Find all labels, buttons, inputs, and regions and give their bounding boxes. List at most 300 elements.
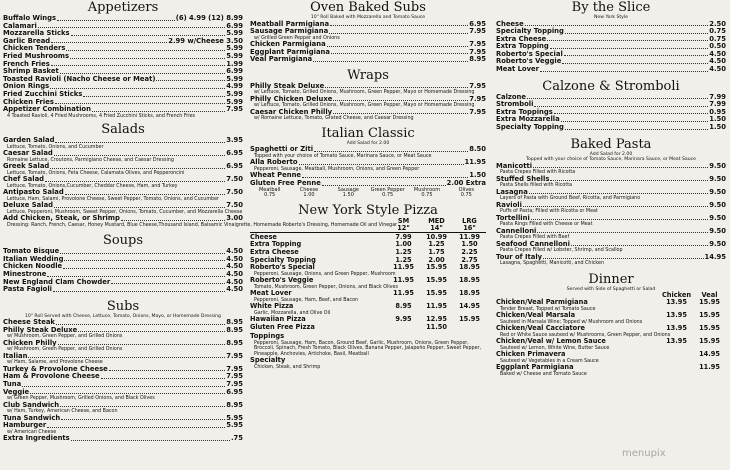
size-sm: SM <box>397 216 410 225</box>
dot-leader <box>550 43 708 49</box>
menu-item-price: 5.95 <box>226 421 243 430</box>
menu-item-description: Sauteed w/ Lemon, White Wine, Butter Sauce <box>500 345 610 351</box>
dot-leader <box>61 415 225 421</box>
menu-item-description: Lettuce, Tomato, Onions,Cucumber, Cheddar Cheese, Ham, and Turkey <box>7 183 178 189</box>
dot-leader <box>63 263 225 269</box>
menu-item-description: Pasta Crepes Filled with Ricotta <box>500 170 576 176</box>
pizza-name: Roberto's Veggie <box>250 276 314 285</box>
dot-leader <box>66 45 225 51</box>
menu-item-price: 5.99 <box>226 44 243 53</box>
dot-leader <box>64 256 225 262</box>
dot-leader <box>83 91 225 97</box>
menu-item <box>3 422 243 430</box>
menu-item <box>3 373 243 381</box>
option-mushroom: Mushroom 0.75 <box>413 186 441 199</box>
slice-note: New York Style <box>593 15 629 20</box>
menu-item-name: Philly Steak Deluxe <box>250 81 325 90</box>
menu-item-price: 9.50 <box>709 239 726 248</box>
price-veal: 15.95 <box>699 337 720 346</box>
price-chicken: 13.95 <box>666 337 687 346</box>
menu-item-description: Baked w/ Cheese and Tomato Sauce <box>500 371 587 377</box>
inch-lrg: 16" <box>463 223 476 232</box>
menu-item-price: 4.50 <box>709 49 726 58</box>
price-sm: 11.95 <box>393 276 414 285</box>
dot-leader <box>57 15 175 21</box>
dinner-col-veal: Veal <box>701 291 718 300</box>
menu-item-name: Minestrone <box>3 269 47 278</box>
menu-item-name: Philly Chicken Deluxe <box>250 94 333 103</box>
price-sm: 1.25 <box>395 255 412 264</box>
menu-item-price: 2.50 <box>709 19 726 28</box>
dinner-name: Chicken/Veal Cacciatore <box>496 324 585 333</box>
menu-item <box>3 189 243 197</box>
menu-item-name: Cannelloni <box>496 226 537 235</box>
oven-subs-note: 10" Roll Baked with Mozzarella and Tomato Sauce <box>310 15 426 20</box>
dot-leader <box>314 146 468 152</box>
dot-leader <box>527 94 708 100</box>
menu-item-price: 3.00 <box>226 214 243 223</box>
dot-leader <box>523 202 708 208</box>
menu-item-name: Alla Roberto <box>250 158 298 167</box>
pizza-name: Extra Cheese <box>250 247 299 256</box>
menu-item-price: 0.50 <box>709 42 726 51</box>
menu-item-price: 7.95 <box>469 107 486 116</box>
size-lrg: LRG <box>462 216 477 225</box>
menu-item-price: 4.50 <box>709 57 726 66</box>
menu-item-price: 1.50 <box>469 171 486 180</box>
dot-leader <box>45 176 225 182</box>
menu-item-price: 7.95 <box>226 105 243 114</box>
price-med: 11.95 <box>426 302 447 311</box>
menu-item-name: Garden Salad <box>3 136 55 145</box>
menu-item-name: Chicken Tenders <box>3 44 66 53</box>
price-sm: 8.95 <box>395 302 412 311</box>
menu-item <box>250 180 486 188</box>
dot-leader <box>54 150 225 156</box>
menu-item <box>3 435 243 443</box>
menu-item-name: Greek Salad <box>3 162 50 171</box>
pizza-inch-header <box>250 225 486 233</box>
dot-leader <box>329 28 468 34</box>
menu-item-name: Caesar Chicken Philly <box>250 107 333 116</box>
pizza-name: Specialty Topping <box>250 255 316 264</box>
menu-item-description: w/ Ham, Turkey, American Cheese, and Bacon <box>7 409 118 415</box>
menu-item-description: w/ Mushroom, Green Pepper, and Grilled Onions <box>7 334 123 340</box>
menu-item-name: Extra Ingredients <box>3 434 70 443</box>
column-right <box>496 0 726 377</box>
pizza-name: White Pizza <box>250 302 294 311</box>
pizza-name: Meat Lover <box>250 289 292 298</box>
menu-item-price: 1.50 <box>709 123 726 132</box>
option-meatball: Meatball 0.75 <box>258 186 281 199</box>
price-chicken: 13.95 <box>666 298 687 307</box>
menu-item-price: 8.95 <box>226 338 243 347</box>
menu-item-price: 5.99 <box>226 89 243 98</box>
menu-item-name: Cheese Steak <box>3 318 55 327</box>
menu-item-name: Specialty Topping <box>496 27 564 36</box>
menu-item-name: Buffalo Wings <box>3 14 57 22</box>
price-med: 1.25 <box>428 240 445 249</box>
menu-item-price: 5.95 <box>226 413 243 422</box>
dot-leader <box>302 172 468 178</box>
menu-item-name: Gluten Free Penne <box>250 178 321 187</box>
dot-leader <box>55 137 225 143</box>
dinner-row <box>496 351 726 359</box>
price-med: 15.95 <box>426 276 447 285</box>
menu-item-name: Tortellini <box>496 213 530 222</box>
price-veal: 15.95 <box>699 324 720 333</box>
dot-leader <box>554 109 708 115</box>
menu-item-name: Philly Steak Deluxe <box>3 325 78 334</box>
dot-leader <box>330 21 468 27</box>
menu-item-description: w/ Lettuce, Tomato, Grilled Onions, Mushroom, Green Pepper, Mayo or Homemade Dressing <box>254 103 475 109</box>
specialty-list: Chicken, Steak, and Shrimp <box>254 364 321 370</box>
menu-item-name: Garlic Bread <box>3 36 51 45</box>
menu-item-name: Eggplant Parmigiana <box>250 47 330 56</box>
menu-item-description: w/ Lettuce, Tomato, Grilled Onions, Mushroom, Green Pepper, Mayo or Homemade Dressing <box>254 90 475 96</box>
menu-item-price: 7.95 <box>226 379 243 388</box>
menu-item-name: Seafood Cannelloni <box>496 239 570 248</box>
price-sm: 11.95 <box>393 289 414 298</box>
menu-item-price: 7.95 <box>469 94 486 103</box>
menu-item-price: 6.95 <box>226 149 243 158</box>
menu-item-name: Tour of Italy <box>496 252 543 261</box>
option-sausage: Sausage 1.50 <box>337 186 359 199</box>
price-med: 12.95 <box>426 315 447 324</box>
menu-item-price: 8.95 <box>469 55 486 64</box>
menu-item-name: Tomato Bisque <box>3 247 60 256</box>
menu-item-price: 5.99 <box>226 29 243 38</box>
menu-item-name: Lasagna <box>496 187 528 196</box>
menu-item-description: Pepperoni, Sausage, Ham, Beef, and Bacon <box>254 297 359 303</box>
pizza-row <box>250 324 486 332</box>
option-cheese: Cheese 1.00 <box>299 186 319 199</box>
menu-item-price: 7.50 <box>226 188 243 197</box>
menu-item-name: Calzone <box>496 92 526 101</box>
menu-item-name: Wheat Penne <box>250 171 302 180</box>
appetizers-list <box>3 15 243 119</box>
menu-item-price: 4.50 <box>226 254 243 263</box>
oven-subs-list <box>250 21 486 64</box>
menu-item-name: Chicken Philly <box>3 338 57 347</box>
menu-item-price: 4.99 <box>226 82 243 91</box>
dot-leader <box>525 21 709 27</box>
pizza-row <box>250 303 486 311</box>
price-med: 10.99 <box>426 232 447 241</box>
price-lrg: 2.75 <box>461 255 478 264</box>
menu-item-price: 7.50 <box>226 175 243 184</box>
menu-item-price: 8.95 <box>226 325 243 334</box>
pizza-heading: New York Style Pizza <box>298 202 438 218</box>
soups-list <box>3 248 243 294</box>
menu-item-price: .75 <box>230 434 243 443</box>
menu-item-price: 4.50 <box>226 247 243 256</box>
menu-item-price: 4.50 <box>709 65 726 74</box>
menu-item-description: Pepperoni, Sausage, Meatball, Mushroom, Onions, and Green Pepper <box>254 166 420 172</box>
price-sm: 1.00 <box>395 240 412 249</box>
menu-item-name: Stromboli <box>496 100 534 109</box>
menu-item-price: 7.95 <box>226 351 243 360</box>
price-lrg: 2.25 <box>461 247 478 256</box>
menu-item-price: 7.95 <box>469 81 486 90</box>
menu-item-name: Pasta Fagioli <box>3 285 52 294</box>
menu-item-description: Red or White Sauce sauteed w/ Mushrooms, Green Pepper, and Onions <box>500 332 671 338</box>
dinner-note: Served with Side of Spaghetti or Salad <box>566 286 656 292</box>
menu-item <box>496 124 726 132</box>
menu-item-description: Puffs of Pasta; Filled with Ricotta or Meat <box>500 209 598 215</box>
price-sm: 1.25 <box>395 247 412 256</box>
dot-leader <box>60 402 225 408</box>
menu-item-price: 7.95 <box>469 27 486 36</box>
dot-leader <box>564 51 708 57</box>
dot-leader <box>327 41 469 47</box>
size-med: MED <box>428 216 445 225</box>
pizza-row <box>250 277 486 285</box>
menu-item <box>250 159 486 167</box>
pizza-size-header <box>250 218 486 225</box>
pizza-name: Hawaiian Pizza <box>250 315 306 324</box>
menu-item-price: 2.99 w/Cheese 3.50 <box>168 36 243 45</box>
price-med: 15.95 <box>426 289 447 298</box>
dot-leader <box>51 38 167 44</box>
dot-leader <box>28 353 225 359</box>
menu-item-name: Spaghetti or Ziti <box>250 145 314 154</box>
menu-item-name: Meatball Parmigiana <box>250 19 330 28</box>
menu-item <box>3 202 243 210</box>
menu-item <box>3 176 243 184</box>
inch-med: 14" <box>430 223 443 232</box>
menu-item-name: Hamburger <box>3 421 47 430</box>
price-lrg: 15.95 <box>459 315 480 324</box>
menu-item-name: Chicken Fries <box>3 97 54 106</box>
pizza-name: Extra Topping <box>250 240 302 249</box>
menu-item-price: 4.50 <box>226 285 243 294</box>
menu-item-price: 5.99 <box>226 51 243 60</box>
dot-leader <box>101 373 226 379</box>
menu-item-name: Antipasto Salad <box>3 188 64 197</box>
price-sm: 9.95 <box>395 315 412 324</box>
menu-item-name: Toasted Ravioli (Nacho Cheese or Meat) <box>3 74 156 83</box>
italian-options <box>250 188 486 199</box>
menu-item-price: 5.99 <box>226 74 243 83</box>
subs-note: 10" Roll Served with Cheese, Lettuce, Tomato, Onions, Mayo, or Homemade Dressing <box>25 313 221 319</box>
menu-item-price: 0.75 <box>709 34 726 43</box>
dot-leader <box>331 49 468 55</box>
dot-leader <box>534 101 708 107</box>
menu-item-name: Tuna <box>3 379 22 388</box>
menu-item-description: Topped with your choice of Tomato Sauce, Marinara Sauce, or Meat Sauce <box>254 153 432 159</box>
option-olives: Olives 0.75 <box>458 186 474 199</box>
dinner-name: Chicken/Veal Parmigiana <box>496 298 588 307</box>
dot-leader <box>565 28 708 34</box>
dot-leader <box>60 248 225 254</box>
dinner-heading: Dinner <box>588 271 634 287</box>
dinner-name: Chicken/Veal w/ Lemon Sauce <box>496 337 606 346</box>
dot-leader <box>71 30 226 36</box>
dot-leader <box>156 76 225 82</box>
menu-item-name: French Fries <box>3 59 50 68</box>
menu-item-price: 9.50 <box>709 161 726 170</box>
menu-item-price: 4.50 <box>226 269 243 278</box>
menu-item-price: 7.95 <box>469 40 486 49</box>
menu-item-name: Onion Rings <box>3 82 50 91</box>
dinner-row <box>496 312 726 320</box>
menu-item-name: Tuna Sandwich <box>3 413 61 422</box>
dot-leader <box>531 215 708 221</box>
menu-item-price: 6.95 <box>226 387 243 396</box>
italian-classic-note: Add Salad for 2.00 <box>346 140 390 146</box>
dot-leader <box>543 254 703 260</box>
menu-item <box>3 163 243 171</box>
oven-subs-heading: Oven Baked Subs <box>310 0 426 15</box>
dinner-name: Eggplant Parmigiana <box>496 363 574 372</box>
menu-item-description: Layers of Pasta with Ground Beef, Ricotta, and Parmigiano <box>500 196 641 202</box>
menu-item-name: Ravioli <box>496 200 522 209</box>
menu-item-name: Fried Zucchini Sticks <box>3 89 83 98</box>
menu-item-name: Extra Topping <box>496 42 549 51</box>
menu-item-description: 4 Toasted Ravioli, 4 Fried Mushrooms, 4 Fried Zucchini Sticks, and French Fries <box>7 113 196 119</box>
menu-item-price: 8.50 <box>469 145 486 154</box>
price-sm: 11.95 <box>393 263 414 272</box>
pizza-row <box>250 264 486 272</box>
price-chicken: 13.95 <box>666 324 687 333</box>
menu-item-name: Extra Toppings <box>496 107 553 116</box>
menu-item-price: 0.75 <box>709 27 726 36</box>
dot-leader <box>561 116 708 122</box>
pizza-name: Roberto's Special <box>250 263 315 272</box>
dot-leader <box>53 286 225 292</box>
menu-item-price: 1.99 <box>226 59 243 68</box>
menu-item-name: Fried Mushrooms <box>3 51 70 60</box>
price-med: 2.00 <box>428 255 445 264</box>
menu-item-description: Pasta Crepes Filled with Beef <box>500 235 570 241</box>
price-veal: 14.95 <box>699 350 720 359</box>
price-lrg: 18.95 <box>459 263 480 272</box>
price-sm <box>387 324 420 332</box>
menu-item-price: 14.95 <box>704 252 726 261</box>
subs-heading: Subs <box>106 298 140 314</box>
menu-item <box>3 215 243 223</box>
dot-leader <box>547 36 708 42</box>
menu-item-name: Specialty Topping <box>496 123 564 132</box>
toppings-heading: Toppings <box>250 332 285 341</box>
menu-item-price: 11.95 <box>464 158 486 167</box>
price-lrg: 18.95 <box>459 276 480 285</box>
menu-item-name: Club Sandwich <box>3 400 60 409</box>
wraps-list <box>250 83 486 122</box>
pizza-name: Cheese <box>250 232 277 241</box>
menu-item-name: Deluxe Salad <box>3 201 54 210</box>
menu-item <box>250 56 486 64</box>
menu-item-price: 1.50 <box>709 115 726 124</box>
dot-leader <box>78 327 225 333</box>
dinner-row <box>496 299 726 307</box>
menu-item-price: 4.50 <box>226 262 243 271</box>
dot-leader <box>537 228 708 234</box>
dot-leader <box>38 23 225 29</box>
italian-classic-list <box>250 146 486 187</box>
menu-item-name: Stuffed Shells <box>496 174 550 183</box>
menu-item-description: Lettuce, Tomato, Onions, and Cucumber <box>7 144 104 150</box>
salads-heading: Salads <box>101 122 145 138</box>
dot-leader <box>47 271 225 277</box>
menu-item-description: Pasta Rings Filled with Cheese or Meat <box>500 222 593 228</box>
menu-item-description: Tomato, Mushroom, Green Pepper, Onions, and Black Olives <box>254 284 398 290</box>
menu-item-price: 6.95 <box>469 19 486 28</box>
menu-item-description: Lettuce, Pepperoni, Mushroom, Sweet Pepper, Onions, Tomato, Cucumber, and Mozzarella Cheese <box>7 209 243 215</box>
baked-pasta-note2: Topped with your choice of Tomato Sauce, Marinara Sauce, or Meat Sauce <box>526 157 696 163</box>
wraps-heading: Wraps <box>347 67 389 83</box>
baked-pasta-list <box>496 163 726 267</box>
menu-item-price: 3.95 <box>226 136 243 145</box>
price-med: 15.95 <box>426 263 447 272</box>
price-veal: 15.95 <box>699 298 720 307</box>
dinner-list <box>496 299 726 377</box>
menu-item-name: Shrimp Basket <box>3 67 59 76</box>
dot-leader <box>313 56 468 62</box>
price-chicken: 13.95 <box>666 311 687 320</box>
dot-leader <box>51 61 225 67</box>
slice-list <box>496 21 726 74</box>
dot-leader <box>111 279 225 285</box>
menu-item-price: 9.50 <box>709 213 726 222</box>
menu-item-description: Pasta Shells filled with Ricotta <box>500 183 573 189</box>
menu-item-price: 4.50 <box>226 277 243 286</box>
menu-item-name: Italian Wedding <box>3 254 64 263</box>
menu-item-description: Lettuce, Ham, Salami, Provolone Cheese, Sweet Pepper, Tomato, Onions, and Cucumber <box>7 196 219 202</box>
menu-item-description: w/ Green Pepper, Mushroom, Grilled Onions, and Black Olives <box>7 396 155 402</box>
dot-leader <box>92 106 225 112</box>
dot-leader <box>529 189 708 195</box>
dot-leader <box>333 96 468 102</box>
price-chicken <box>660 364 693 372</box>
slice-heading: By the Slice <box>571 0 651 15</box>
menu-item-name: Chicken Parmigiana <box>250 40 326 49</box>
menu-item <box>250 28 486 36</box>
dot-leader <box>550 176 708 182</box>
dot-leader <box>30 389 225 395</box>
menu-item-name: Roberto's Special <box>496 49 563 58</box>
dot-leader <box>65 189 225 195</box>
menu-item-name: New England Clam Chowder <box>3 277 111 286</box>
subs-list <box>3 319 243 443</box>
price-veal: 15.95 <box>699 311 720 320</box>
dot-leader <box>571 241 708 247</box>
menu-item-price: 6.99 <box>226 67 243 76</box>
menu-item-name: Appetizer Combination <box>3 105 91 114</box>
dot-leader <box>325 83 468 89</box>
menu-item-name: Caesar Salad <box>3 149 53 158</box>
menu-item-price: 7.99 <box>709 92 726 101</box>
dot-leader <box>333 109 468 115</box>
menu-item-description: w/ Grilled Green Pepper and Onions <box>254 35 340 41</box>
dot-leader <box>121 215 225 221</box>
menu-item <box>3 381 243 389</box>
price-chicken <box>660 351 693 359</box>
dinner-name: Chicken Primavera <box>496 350 566 359</box>
menu-item-description: Romaine Lettuce, Croutons, Parmigiano Cheese, and Caesar Dressing <box>7 157 174 163</box>
menu-item-price: 9.50 <box>709 174 726 183</box>
menu-item <box>3 150 243 158</box>
menu-item-description: Sauteed w/ Vegetables in a Cream Sauce <box>500 358 599 364</box>
dot-leader <box>47 422 225 428</box>
specialty-heading: Specialty <box>250 356 286 365</box>
calzone-heading: Calzone & Stromboli <box>542 78 680 94</box>
menu-item-description: w/ American Cheese <box>7 429 57 435</box>
menu-item-name: Italian <box>3 351 28 360</box>
dot-leader <box>109 366 225 372</box>
menu-item-price: 6.95 <box>226 162 243 171</box>
